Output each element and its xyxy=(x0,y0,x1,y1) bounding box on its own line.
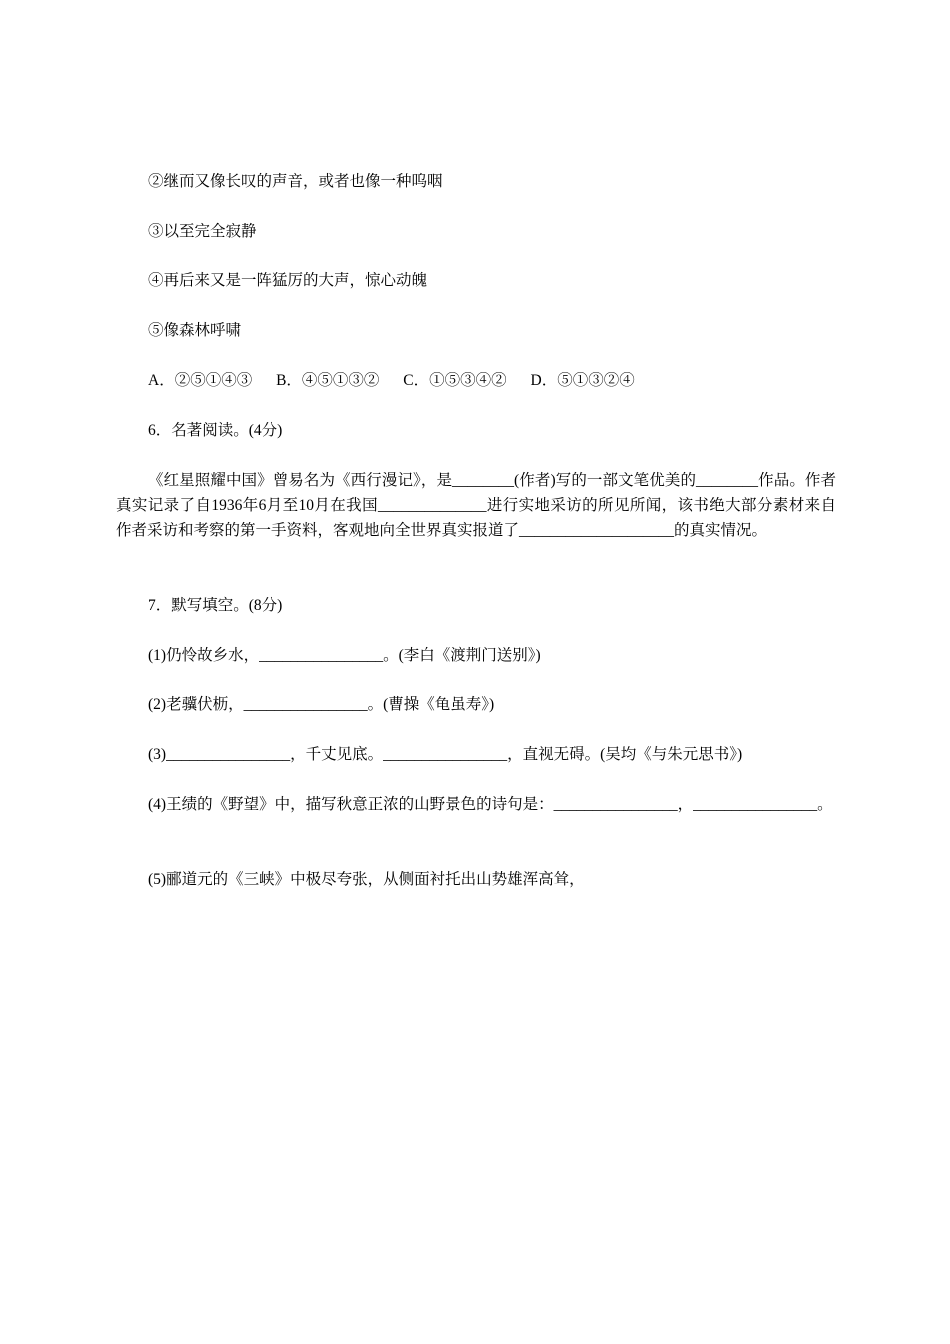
question-7-item-3: (3)________________，千丈见底。________________，直视无碍。(吴均《与朱元思书》) xyxy=(148,746,743,763)
answer-options xyxy=(148,371,655,391)
option-d: D．⑤①③②④ xyxy=(530,372,635,389)
question-6-heading: 6．名著阅读。(4分) xyxy=(148,422,283,439)
option-a: A．②⑤①④③ xyxy=(148,372,253,389)
text-line-item-5: ⑤像森林呼啸 xyxy=(148,322,242,339)
option-c: C．①⑤③④② xyxy=(403,372,507,389)
text-line-item-4: ④再后来又是一阵猛厉的大声，惊心动魄 xyxy=(148,272,428,289)
text-line-item-2: ②继而又像长叹的声音，或者也像一种呜咽 xyxy=(148,173,443,190)
question-7-item-2: (2)老骥伏枥，________________。(曹操《龟虽寿》) xyxy=(148,696,495,713)
text-line-item-3: ③以至完全寂静 xyxy=(148,223,257,240)
option-b: B．④⑤①③② xyxy=(276,372,380,389)
question-6-paragraph: 《红星照耀中国》曾易名为《西行漫记》，是________(作者)写的一部文笔优美的________作品。作者真实记录了自1936年6月至10月在我国______________进行实地采访的所见所闻，该书绝大部分素材来自作者采访和考察的第一手资料，客观地向全世界真实报道了____________________的真实情况。 xyxy=(116,472,836,539)
question-7-heading: 7．默写填空。(8分) xyxy=(148,597,283,614)
question-7-item-5: (5)郦道元的《三峡》中极尽夸张，从侧面衬托出山势雄浑高耸， xyxy=(148,871,585,888)
question-7-item-4: (4)王绩的《野望》中，描写秋意正浓的山野景色的诗句是：________________，________________。 xyxy=(148,796,833,813)
question-7-item-1: (1)仍怜故乡水，________________。(李白《渡荆门送别》) xyxy=(148,647,541,664)
